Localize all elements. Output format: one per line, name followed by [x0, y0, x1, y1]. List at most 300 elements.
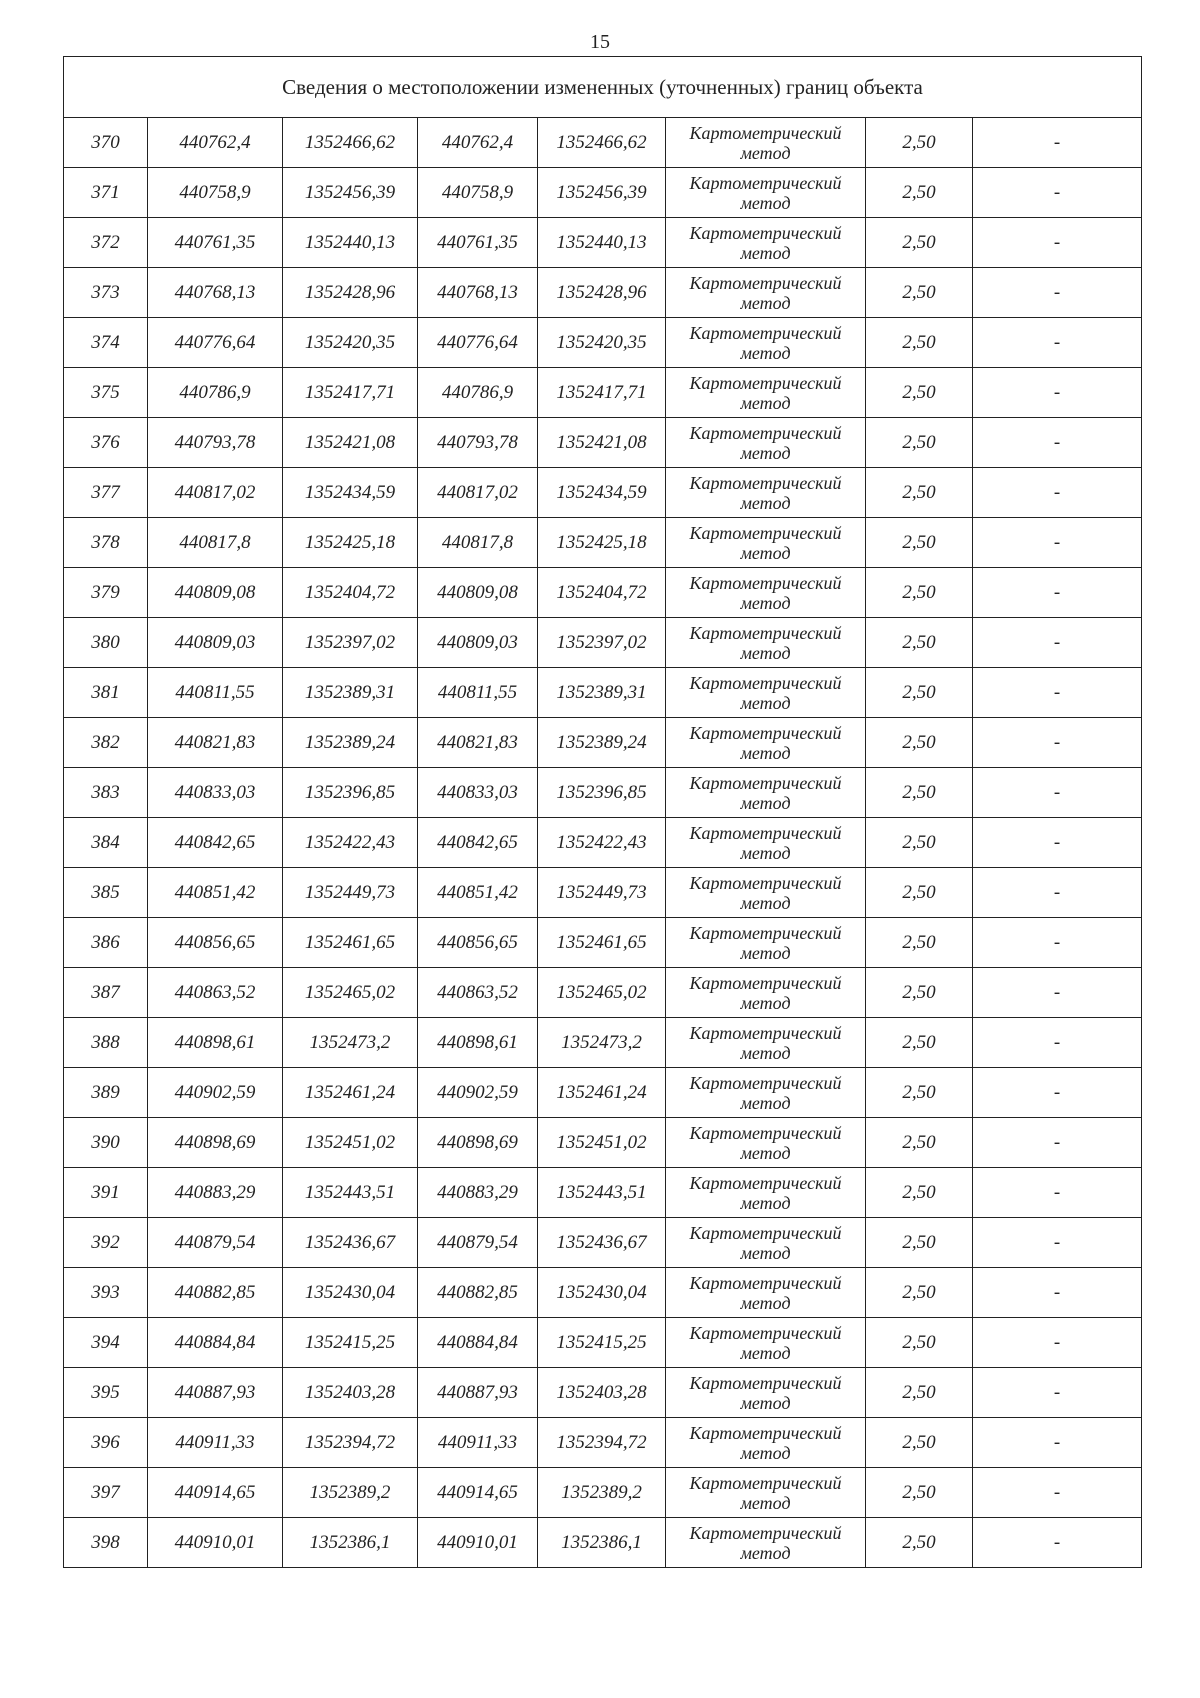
note-cell: - — [973, 1268, 1142, 1318]
method-line-2: метод — [740, 1342, 791, 1363]
refined-x-cell: 440762,4 — [418, 118, 538, 168]
method-line-1: Картометрический — [689, 122, 842, 143]
method-line-2: метод — [740, 592, 791, 613]
existing-x-cell: 440898,69 — [148, 1118, 283, 1168]
accuracy-cell: 2,50 — [866, 218, 973, 268]
accuracy-cell: 2,50 — [866, 568, 973, 618]
accuracy-cell: 2,50 — [866, 1168, 973, 1218]
accuracy-cell: 2,50 — [866, 618, 973, 668]
point-number-cell: 389 — [64, 1068, 148, 1118]
existing-x-cell: 440817,02 — [148, 468, 283, 518]
refined-y-cell: 1352428,96 — [538, 268, 666, 318]
refined-y-cell: 1352422,43 — [538, 818, 666, 868]
refined-y-cell: 1352436,67 — [538, 1218, 666, 1268]
accuracy-cell: 2,50 — [866, 1018, 973, 1068]
note-cell: - — [973, 668, 1142, 718]
existing-x-cell: 440898,61 — [148, 1018, 283, 1068]
table-row — [64, 718, 1142, 768]
existing-y-cell: 1352421,08 — [283, 418, 418, 468]
table-row — [64, 268, 1142, 318]
method-line-2: метод — [740, 1392, 791, 1413]
point-number-cell: 381 — [64, 668, 148, 718]
refined-y-cell: 1352386,1 — [538, 1518, 666, 1568]
method-cell — [666, 118, 866, 168]
method-cell — [666, 418, 866, 468]
point-number-cell: 376 — [64, 418, 148, 468]
method-line-1: Картометрический — [689, 222, 842, 243]
method-line-2: метод — [740, 1542, 791, 1563]
page-number: 15 — [590, 31, 610, 53]
existing-y-cell: 1352461,65 — [283, 918, 418, 968]
refined-x-cell: 440883,29 — [418, 1168, 538, 1218]
method-line-1: Картометрический — [689, 922, 842, 943]
existing-x-cell: 440851,42 — [148, 868, 283, 918]
point-number-cell: 370 — [64, 118, 148, 168]
refined-y-cell: 1352440,13 — [538, 218, 666, 268]
existing-y-cell: 1352430,04 — [283, 1268, 418, 1318]
point-number-cell: 383 — [64, 768, 148, 818]
method-cell — [666, 1268, 866, 1318]
refined-x-cell: 440811,55 — [418, 668, 538, 718]
existing-y-cell: 1352420,35 — [283, 318, 418, 368]
point-number-cell: 374 — [64, 318, 148, 368]
refined-x-cell: 440898,69 — [418, 1118, 538, 1168]
method-cell — [666, 1518, 866, 1568]
table-row — [64, 368, 1142, 418]
method-line-1: Картометрический — [689, 1172, 842, 1193]
method-line-1: Картометрический — [689, 1322, 842, 1343]
method-line-1: Картометрический — [689, 872, 842, 893]
method-line-2: метод — [740, 742, 791, 763]
method-cell — [666, 218, 866, 268]
existing-x-cell: 440809,08 — [148, 568, 283, 618]
boundary-coordinates-table — [63, 56, 1142, 1568]
point-number-cell: 396 — [64, 1418, 148, 1468]
table-title-row — [64, 57, 1142, 118]
refined-y-cell: 1352425,18 — [538, 518, 666, 568]
note-cell: - — [973, 168, 1142, 218]
refined-x-cell: 440786,9 — [418, 368, 538, 418]
point-number-cell: 372 — [64, 218, 148, 268]
accuracy-cell: 2,50 — [866, 1368, 973, 1418]
method-line-1: Картометрический — [689, 472, 842, 493]
method-line-2: метод — [740, 692, 791, 713]
existing-y-cell: 1352394,72 — [283, 1418, 418, 1468]
method-line-2: метод — [740, 1242, 791, 1263]
accuracy-cell: 2,50 — [866, 1318, 973, 1368]
existing-y-cell: 1352389,24 — [283, 718, 418, 768]
refined-x-cell: 440863,52 — [418, 968, 538, 1018]
accuracy-cell: 2,50 — [866, 718, 973, 768]
method-cell — [666, 868, 866, 918]
accuracy-cell: 2,50 — [866, 1118, 973, 1168]
refined-y-cell: 1352461,24 — [538, 1068, 666, 1118]
method-line-1: Картометрический — [689, 622, 842, 643]
note-cell: - — [973, 768, 1142, 818]
refined-y-cell: 1352466,62 — [538, 118, 666, 168]
accuracy-cell: 2,50 — [866, 1468, 973, 1518]
refined-x-cell: 440882,85 — [418, 1268, 538, 1318]
accuracy-cell: 2,50 — [866, 368, 973, 418]
point-number-cell: 375 — [64, 368, 148, 418]
note-cell: - — [973, 818, 1142, 868]
existing-x-cell: 440884,84 — [148, 1318, 283, 1368]
method-line-2: метод — [740, 142, 791, 163]
note-cell: - — [973, 918, 1142, 968]
accuracy-cell: 2,50 — [866, 318, 973, 368]
method-line-1: Картометрический — [689, 1422, 842, 1443]
refined-x-cell: 440910,01 — [418, 1518, 538, 1568]
refined-y-cell: 1352421,08 — [538, 418, 666, 468]
note-cell: - — [973, 1318, 1142, 1368]
accuracy-cell: 2,50 — [866, 1268, 973, 1318]
table-row — [64, 518, 1142, 568]
refined-y-cell: 1352465,02 — [538, 968, 666, 1018]
method-line-1: Картометрический — [689, 972, 842, 993]
refined-x-cell: 440914,65 — [418, 1468, 538, 1518]
table-title: Сведения о местоположении измененных (уточненных) границ объекта — [64, 57, 1142, 118]
method-cell — [666, 618, 866, 668]
existing-y-cell: 1352425,18 — [283, 518, 418, 568]
refined-y-cell: 1352389,24 — [538, 718, 666, 768]
point-number-cell: 385 — [64, 868, 148, 918]
point-number-cell: 386 — [64, 918, 148, 968]
table-row — [64, 1418, 1142, 1468]
point-number-cell: 394 — [64, 1318, 148, 1368]
point-number-cell: 391 — [64, 1168, 148, 1218]
refined-y-cell: 1352430,04 — [538, 1268, 666, 1318]
method-line-1: Картометрический — [689, 1072, 842, 1093]
method-line-2: метод — [740, 892, 791, 913]
method-line-1: Картометрический — [689, 322, 842, 343]
existing-x-cell: 440768,13 — [148, 268, 283, 318]
point-number-cell: 390 — [64, 1118, 148, 1168]
refined-x-cell: 440851,42 — [418, 868, 538, 918]
existing-y-cell: 1352461,24 — [283, 1068, 418, 1118]
accuracy-cell: 2,50 — [866, 918, 973, 968]
note-cell: - — [973, 1418, 1142, 1468]
table-row — [64, 768, 1142, 818]
method-cell — [666, 318, 866, 368]
accuracy-cell: 2,50 — [866, 818, 973, 868]
note-cell: - — [973, 418, 1142, 468]
accuracy-cell: 2,50 — [866, 268, 973, 318]
method-cell — [666, 968, 866, 1018]
method-line-1: Картометрический — [689, 522, 842, 543]
table-row — [64, 1468, 1142, 1518]
table-row — [64, 318, 1142, 368]
existing-y-cell: 1352403,28 — [283, 1368, 418, 1418]
existing-x-cell: 440821,83 — [148, 718, 283, 768]
accuracy-cell: 2,50 — [866, 1518, 973, 1568]
method-line-2: метод — [740, 442, 791, 463]
refined-y-cell: 1352397,02 — [538, 618, 666, 668]
method-cell — [666, 668, 866, 718]
existing-x-cell: 440856,65 — [148, 918, 283, 968]
method-cell — [666, 1468, 866, 1518]
existing-x-cell: 440758,9 — [148, 168, 283, 218]
existing-y-cell: 1352451,02 — [283, 1118, 418, 1168]
note-cell: - — [973, 468, 1142, 518]
method-line-2: метод — [740, 242, 791, 263]
note-cell: - — [973, 868, 1142, 918]
refined-y-cell: 1352417,71 — [538, 368, 666, 418]
point-number-cell: 371 — [64, 168, 148, 218]
accuracy-cell: 2,50 — [866, 418, 973, 468]
method-line-2: метод — [740, 292, 791, 313]
table-row — [64, 1118, 1142, 1168]
note-cell: - — [973, 318, 1142, 368]
note-cell: - — [973, 1218, 1142, 1268]
method-line-2: метод — [740, 942, 791, 963]
existing-x-cell: 440902,59 — [148, 1068, 283, 1118]
note-cell: - — [973, 968, 1142, 1018]
method-cell — [666, 468, 866, 518]
table-row — [64, 1518, 1142, 1568]
note-cell: - — [973, 218, 1142, 268]
method-line-2: метод — [740, 642, 791, 663]
method-line-1: Картометрический — [689, 172, 842, 193]
table-row — [64, 918, 1142, 968]
existing-y-cell: 1352389,31 — [283, 668, 418, 718]
method-line-1: Картометрический — [689, 272, 842, 293]
existing-y-cell: 1352386,1 — [283, 1518, 418, 1568]
method-cell — [666, 1018, 866, 1068]
accuracy-cell: 2,50 — [866, 168, 973, 218]
method-line-2: метод — [740, 392, 791, 413]
table-row — [64, 1068, 1142, 1118]
existing-x-cell: 440863,52 — [148, 968, 283, 1018]
method-line-2: метод — [740, 1092, 791, 1113]
table-row — [64, 118, 1142, 168]
table-row — [64, 1268, 1142, 1318]
method-line-1: Картометрический — [689, 1522, 842, 1543]
method-line-1: Картометрический — [689, 1122, 842, 1143]
refined-y-cell: 1352456,39 — [538, 168, 666, 218]
existing-x-cell: 440914,65 — [148, 1468, 283, 1518]
method-line-2: метод — [740, 992, 791, 1013]
method-line-2: метод — [740, 192, 791, 213]
method-cell — [666, 1118, 866, 1168]
refined-y-cell: 1352396,85 — [538, 768, 666, 818]
existing-y-cell: 1352404,72 — [283, 568, 418, 618]
existing-y-cell: 1352456,39 — [283, 168, 418, 218]
existing-y-cell: 1352465,02 — [283, 968, 418, 1018]
method-line-1: Картометрический — [689, 672, 842, 693]
existing-y-cell: 1352417,71 — [283, 368, 418, 418]
refined-y-cell: 1352434,59 — [538, 468, 666, 518]
note-cell: - — [973, 1018, 1142, 1068]
table-body — [64, 57, 1142, 1568]
accuracy-cell: 2,50 — [866, 468, 973, 518]
method-cell — [666, 1368, 866, 1418]
method-cell — [666, 268, 866, 318]
point-number-cell: 393 — [64, 1268, 148, 1318]
point-number-cell: 392 — [64, 1218, 148, 1268]
refined-x-cell: 440809,08 — [418, 568, 538, 618]
method-line-1: Картометрический — [689, 722, 842, 743]
existing-y-cell: 1352396,85 — [283, 768, 418, 818]
table-row — [64, 618, 1142, 668]
note-cell: - — [973, 1168, 1142, 1218]
accuracy-cell: 2,50 — [866, 1218, 973, 1268]
method-line-1: Картометрический — [689, 772, 842, 793]
existing-x-cell: 440882,85 — [148, 1268, 283, 1318]
method-cell — [666, 768, 866, 818]
existing-y-cell: 1352389,2 — [283, 1468, 418, 1518]
table-row — [64, 218, 1142, 268]
method-cell — [666, 718, 866, 768]
method-line-1: Картометрический — [689, 1372, 842, 1393]
accuracy-cell: 2,50 — [866, 118, 973, 168]
point-number-cell: 397 — [64, 1468, 148, 1518]
point-number-cell: 380 — [64, 618, 148, 668]
existing-x-cell: 440887,93 — [148, 1368, 283, 1418]
refined-y-cell: 1352461,65 — [538, 918, 666, 968]
refined-x-cell: 440887,93 — [418, 1368, 538, 1418]
table-row — [64, 468, 1142, 518]
existing-x-cell: 440911,33 — [148, 1418, 283, 1468]
existing-y-cell: 1352422,43 — [283, 818, 418, 868]
method-cell — [666, 1318, 866, 1368]
existing-x-cell: 440879,54 — [148, 1218, 283, 1268]
method-cell — [666, 1068, 866, 1118]
method-line-1: Картометрический — [689, 1272, 842, 1293]
method-cell — [666, 1218, 866, 1268]
table-row — [64, 418, 1142, 468]
refined-x-cell: 440776,64 — [418, 318, 538, 368]
accuracy-cell: 2,50 — [866, 1418, 973, 1468]
existing-x-cell: 440910,01 — [148, 1518, 283, 1568]
note-cell: - — [973, 1368, 1142, 1418]
accuracy-cell: 2,50 — [866, 668, 973, 718]
point-number-cell: 388 — [64, 1018, 148, 1068]
refined-y-cell: 1352420,35 — [538, 318, 666, 368]
refined-y-cell: 1352473,2 — [538, 1018, 666, 1068]
note-cell: - — [973, 1118, 1142, 1168]
note-cell: - — [973, 118, 1142, 168]
refined-x-cell: 440809,03 — [418, 618, 538, 668]
existing-y-cell: 1352428,96 — [283, 268, 418, 318]
method-line-1: Картометрический — [689, 1222, 842, 1243]
refined-x-cell: 440902,59 — [418, 1068, 538, 1118]
refined-x-cell: 440821,83 — [418, 718, 538, 768]
accuracy-cell: 2,50 — [866, 868, 973, 918]
point-number-cell: 373 — [64, 268, 148, 318]
table-row — [64, 968, 1142, 1018]
existing-y-cell: 1352434,59 — [283, 468, 418, 518]
point-number-cell: 379 — [64, 568, 148, 618]
refined-x-cell: 440817,8 — [418, 518, 538, 568]
refined-y-cell: 1352389,2 — [538, 1468, 666, 1518]
note-cell: - — [973, 1068, 1142, 1118]
refined-y-cell: 1352451,02 — [538, 1118, 666, 1168]
method-line-2: метод — [740, 492, 791, 513]
method-line-2: метод — [740, 1492, 791, 1513]
table-row — [64, 568, 1142, 618]
note-cell: - — [973, 1468, 1142, 1518]
refined-y-cell: 1352394,72 — [538, 1418, 666, 1468]
existing-x-cell: 440809,03 — [148, 618, 283, 668]
note-cell: - — [973, 368, 1142, 418]
method-line-1: Картометрический — [689, 422, 842, 443]
accuracy-cell: 2,50 — [866, 1068, 973, 1118]
refined-x-cell: 440833,03 — [418, 768, 538, 818]
method-cell — [666, 368, 866, 418]
point-number-cell: 395 — [64, 1368, 148, 1418]
refined-x-cell: 440842,65 — [418, 818, 538, 868]
refined-x-cell: 440879,54 — [418, 1218, 538, 1268]
method-line-1: Картометрический — [689, 822, 842, 843]
existing-x-cell: 440817,8 — [148, 518, 283, 568]
refined-x-cell: 440761,35 — [418, 218, 538, 268]
refined-x-cell: 440768,13 — [418, 268, 538, 318]
point-number-cell: 378 — [64, 518, 148, 568]
existing-x-cell: 440761,35 — [148, 218, 283, 268]
note-cell: - — [973, 568, 1142, 618]
refined-y-cell: 1352403,28 — [538, 1368, 666, 1418]
method-line-1: Картометрический — [689, 572, 842, 593]
refined-y-cell: 1352389,31 — [538, 668, 666, 718]
table-row — [64, 668, 1142, 718]
refined-x-cell: 440884,84 — [418, 1318, 538, 1368]
existing-y-cell: 1352436,67 — [283, 1218, 418, 1268]
method-line-2: метод — [740, 542, 791, 563]
note-cell: - — [973, 618, 1142, 668]
method-cell — [666, 168, 866, 218]
existing-y-cell: 1352443,51 — [283, 1168, 418, 1218]
table-row — [64, 868, 1142, 918]
refined-x-cell: 440817,02 — [418, 468, 538, 518]
existing-y-cell: 1352466,62 — [283, 118, 418, 168]
refined-y-cell: 1352443,51 — [538, 1168, 666, 1218]
method-line-2: метод — [740, 1192, 791, 1213]
existing-x-cell: 440776,64 — [148, 318, 283, 368]
point-number-cell: 377 — [64, 468, 148, 518]
table-row — [64, 1018, 1142, 1068]
method-line-2: метод — [740, 342, 791, 363]
method-line-1: Картометрический — [689, 372, 842, 393]
table-row — [64, 168, 1142, 218]
note-cell: - — [973, 518, 1142, 568]
point-number-cell: 384 — [64, 818, 148, 868]
refined-x-cell: 440898,61 — [418, 1018, 538, 1068]
accuracy-cell: 2,50 — [866, 968, 973, 1018]
refined-y-cell: 1352415,25 — [538, 1318, 666, 1368]
existing-y-cell: 1352397,02 — [283, 618, 418, 668]
note-cell: - — [973, 718, 1142, 768]
method-line-2: метод — [740, 1142, 791, 1163]
table-row — [64, 818, 1142, 868]
method-line-1: Картометрический — [689, 1022, 842, 1043]
refined-x-cell: 440758,9 — [418, 168, 538, 218]
refined-x-cell: 440856,65 — [418, 918, 538, 968]
existing-y-cell: 1352440,13 — [283, 218, 418, 268]
method-cell — [666, 818, 866, 868]
method-line-2: метод — [740, 1442, 791, 1463]
method-cell — [666, 518, 866, 568]
table-row — [64, 1318, 1142, 1368]
refined-x-cell: 440911,33 — [418, 1418, 538, 1468]
accuracy-cell: 2,50 — [866, 518, 973, 568]
accuracy-cell: 2,50 — [866, 768, 973, 818]
point-number-cell: 398 — [64, 1518, 148, 1568]
table-row — [64, 1368, 1142, 1418]
existing-x-cell: 440883,29 — [148, 1168, 283, 1218]
existing-y-cell: 1352449,73 — [283, 868, 418, 918]
existing-y-cell: 1352415,25 — [283, 1318, 418, 1368]
method-cell — [666, 918, 866, 968]
